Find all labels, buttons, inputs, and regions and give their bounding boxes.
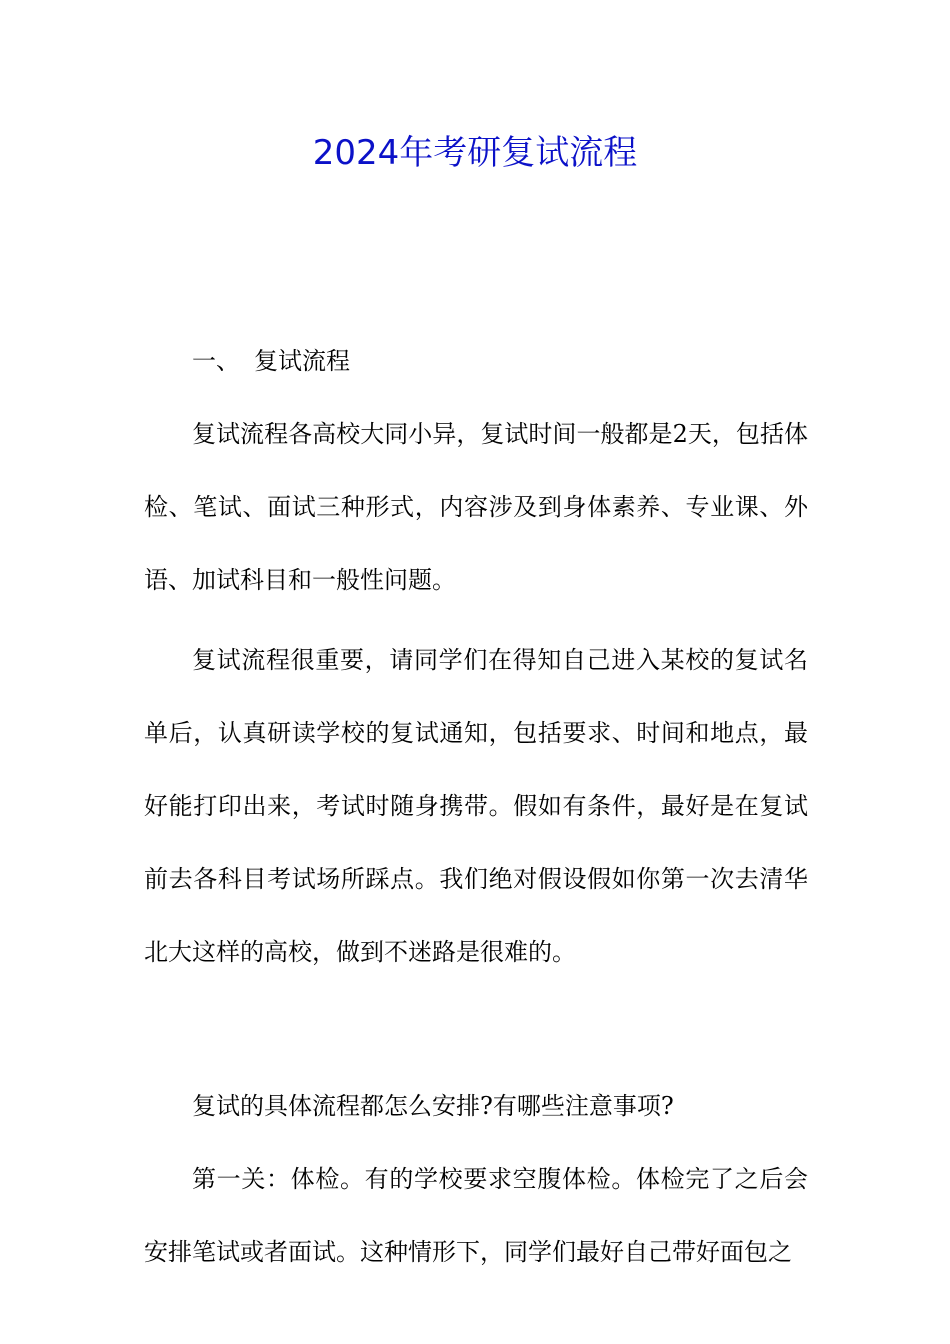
paragraph-importance: 复试流程很重要，请同学们在得知自己进入某校的复试名单后，认真研读学校的复试通知，包括要求、时间和地点，最好能打印出来，考试时随身携带。假如有条件，最好是在复试前去各科目考试场所踩点。我们绝对假设假如你第一次去清华北大这样的高校，做到不迷路是很难的。 — [144, 646, 808, 966]
paragraph-overview: 复试流程各高校大同小异，复试时间一般都是2天，包括体检、笔试、面试三种形式，内容涉及到身体素养、专业课、外语、加试科目和一般性问题。 — [144, 420, 808, 594]
paragraph-first-stage: 第一关：体检。有的学校要求空腹体检。体检完了之后会安排笔试或者面试。这种情形下，同学们最好自己带好面包之 — [144, 1165, 808, 1266]
section-number: 一、 — [192, 347, 240, 375]
paragraph-question: 复试的具体流程都怎么安排?有哪些注意事项? — [192, 1092, 674, 1120]
section-heading-text: 复试流程 — [254, 347, 350, 375]
section-heading — [192, 341, 350, 381]
document-title: 2024年考研复试流程 — [312, 133, 638, 173]
